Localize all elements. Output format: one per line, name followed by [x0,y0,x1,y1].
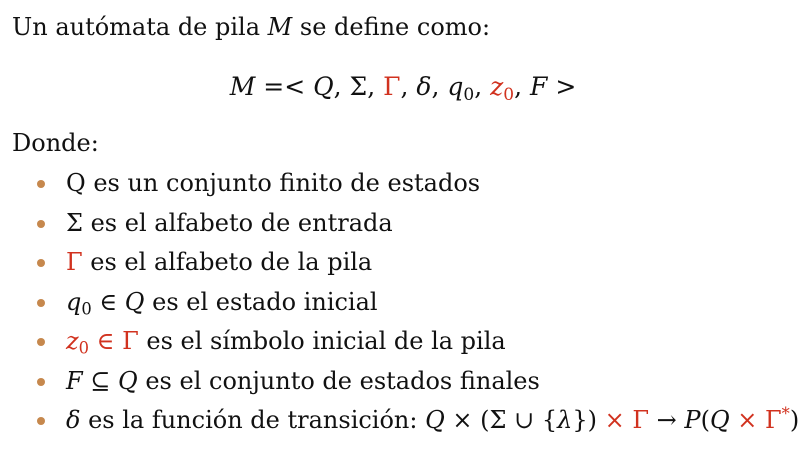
definition-item-transition-function [0,401,799,441]
z0-in-gamma [66,327,139,358]
bullet-icon [37,299,45,307]
definition-item-initial-state [0,283,799,323]
definition-item-input-alphabet [0,204,799,244]
definition-item-final-states [0,362,799,402]
intro-var-m: M [267,13,293,41]
element-of: ∈ [91,287,125,316]
automaton-formula [0,70,806,104]
times-gamma-star [730,406,790,434]
definition-text: es la función de transición: [80,406,426,434]
definition-item-initial-stack-symbol [0,322,799,362]
bullet-icon [37,180,45,188]
formula-z0 [490,72,515,105]
definition-text: es el símbolo inicial de la pila [138,327,506,355]
formula-f: F [530,72,548,101]
close-brackets: }) [572,406,597,434]
formula-z0-base: z [490,72,504,101]
symbol-z0-sub: 0 [78,338,90,358]
symbol-sigma: Σ [489,406,507,434]
intro-text: Un autómata de pila [12,13,268,41]
symbol-f: F [66,366,83,395]
symbol-q: Q [118,366,138,395]
formula-close: > [547,72,577,101]
donde-label: Donde: [12,129,99,157]
formula-q: Q [313,72,334,101]
union-open: ∪ { [506,406,558,434]
definition-text: es el conjunto de estados finales [137,366,540,395]
formula-sep: , [514,72,531,101]
formula-sigma: Σ [349,72,368,101]
bullet-icon [37,378,45,386]
arrow: → [649,406,685,434]
times-open: × ( [444,406,490,434]
symbol-q: Q [709,406,730,434]
symbol-gamma: Γ [632,406,650,434]
symbol-z0 [66,327,90,358]
symbol-sigma: Σ [66,208,83,237]
formula-q0 [447,72,475,105]
times-symbol: × [729,406,765,434]
paren-close: ) [789,406,800,434]
subset-of: ⊆ [82,366,119,395]
formula-q0-sub: 0 [463,84,475,105]
symbol-q: Q [425,406,445,434]
times-symbol: × [597,406,633,434]
formula-m: M [229,72,256,101]
symbol-p: P [684,406,701,434]
intro-line [12,12,490,42]
symbol-gamma: Γ [66,248,83,276]
element-of: ∈ [89,327,123,355]
symbol-lambda: λ [557,406,573,434]
formula-sep: , [400,72,417,101]
formula-z0-sub: 0 [503,84,515,105]
formula-sep: , [333,72,350,101]
definition-list [0,164,799,441]
intro-suffix: se define como: [292,13,491,41]
symbol-q0 [66,287,92,319]
formula-gamma: Γ [383,72,401,101]
definition-text: es el alfabeto de entrada [82,208,393,237]
symbol-gamma: Γ [122,327,139,355]
symbol-q: Q [124,287,145,316]
formula-eq: =< [255,72,314,101]
times-gamma [597,406,649,434]
symbol-gamma: Γ [765,406,782,434]
symbol-delta: δ [66,406,81,434]
formula-sep: , [367,72,384,101]
bullet-icon [37,338,45,346]
definition-text: es el estado inicial [144,287,378,316]
symbol-q0-base: q [66,287,82,316]
paren-open: ( [700,406,710,434]
symbol-z0-base: z [66,327,79,355]
symbol-q: Q [66,169,86,197]
formula-sep: , [431,72,448,101]
kleene-star: * [781,404,790,424]
formula-delta: δ [416,72,432,101]
formula-q0-base: q [447,72,464,101]
bullet-icon [37,417,45,425]
symbol-q0-sub: 0 [81,299,92,319]
definition-text: es un conjunto finito de estados [85,169,481,197]
definition-text: es el alfabeto de la pila [82,248,373,276]
formula-sep: , [474,72,491,101]
bullet-icon [37,259,45,267]
definition-item-states [0,164,799,204]
bullet-icon [37,220,45,228]
definition-item-stack-alphabet [0,243,799,283]
